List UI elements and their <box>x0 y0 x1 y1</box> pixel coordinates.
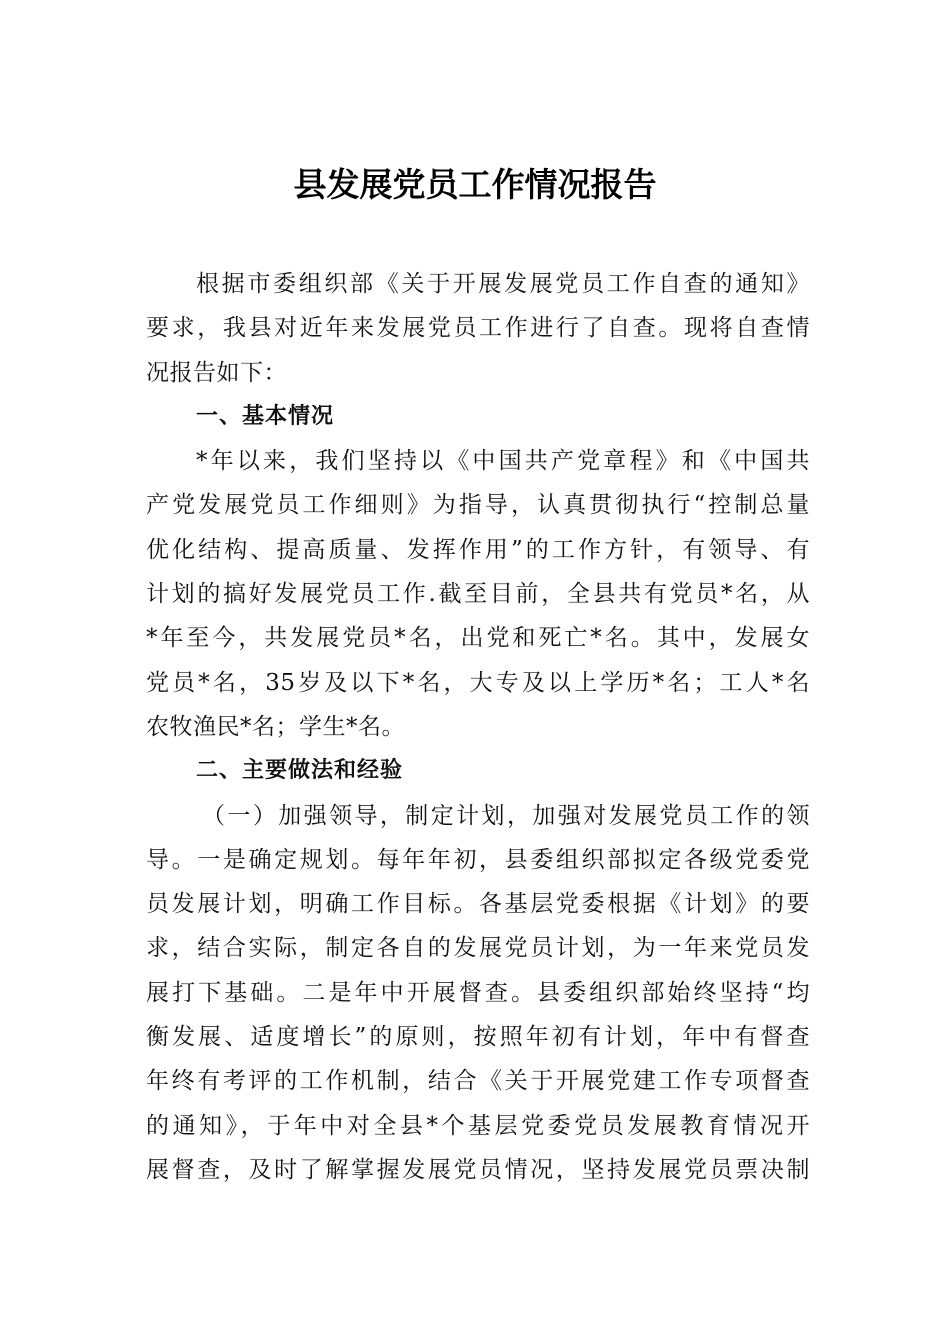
section-heading-basic: 一、基本情况 <box>196 403 335 429</box>
paragraph-line: 衡发展、适度增长”的原则，按照年初有计划，年中有督查 <box>146 1024 810 1051</box>
paragraph-line: *年以来，我们坚持以《中国共产党章程》和《中国共 <box>196 448 810 475</box>
paragraph-line: 农牧渔民*名；学生*名。 <box>146 713 405 740</box>
intro-line: 根据市委组织部《关于开展发展党员工作自查的通知》 <box>196 271 810 297</box>
paragraph-line: 计划的搞好发展党员工作.截至目前，全县共有党员*名，从 <box>146 581 810 608</box>
paragraph-line: 导。一是确定规划。每年年初，县委组织部拟定各级党委党 <box>146 846 810 873</box>
paragraph-line: 优化结构、提高质量、发挥作用”的工作方针，有领导、有 <box>146 536 810 563</box>
paragraph-line: 年终有考评的工作机制，结合《关于开展党建工作专项督查 <box>146 1068 810 1095</box>
paragraph-line: 展督查，及时了解掌握发展党员情况，坚持发展党员票决制 <box>146 1156 810 1183</box>
document-title: 县发展党员工作情况报告 <box>293 165 657 204</box>
paragraph-line: *年至今，共发展党员*名，出党和死亡*名。其中，发展女 <box>146 625 810 652</box>
paragraph-line: （一）加强领导，制定计划，加强对发展党员工作的领 <box>202 802 810 829</box>
paragraph-line: 的通知》，于年中对全县*个基层党委党员发展教育情况开 <box>146 1112 810 1139</box>
section-heading-practices: 二、主要做法和经验 <box>196 758 404 784</box>
document-body <box>146 262 810 1192</box>
intro-line: 要求，我县对近年来发展党员工作进行了自查。现将自查情 <box>146 315 810 342</box>
paragraph-line: 党员*名，35岁及以下*名，大专及以上学历*名；工人*名 <box>146 669 810 696</box>
intro-line: 况报告如下： <box>146 359 287 386</box>
paragraph-line: 员发展计划，明确工作目标。各基层党委根据《计划》的要 <box>146 891 810 918</box>
paragraph-line: 产党发展党员工作细则》为指导，认真贯彻执行“控制总量 <box>146 492 810 519</box>
paragraph-line: 展打下基础。二是年中开展督查。县委组织部始终坚持“均 <box>146 979 810 1006</box>
paragraph-line: 求，结合实际，制定各自的发展党员计划，为一年来党员发 <box>146 935 810 962</box>
